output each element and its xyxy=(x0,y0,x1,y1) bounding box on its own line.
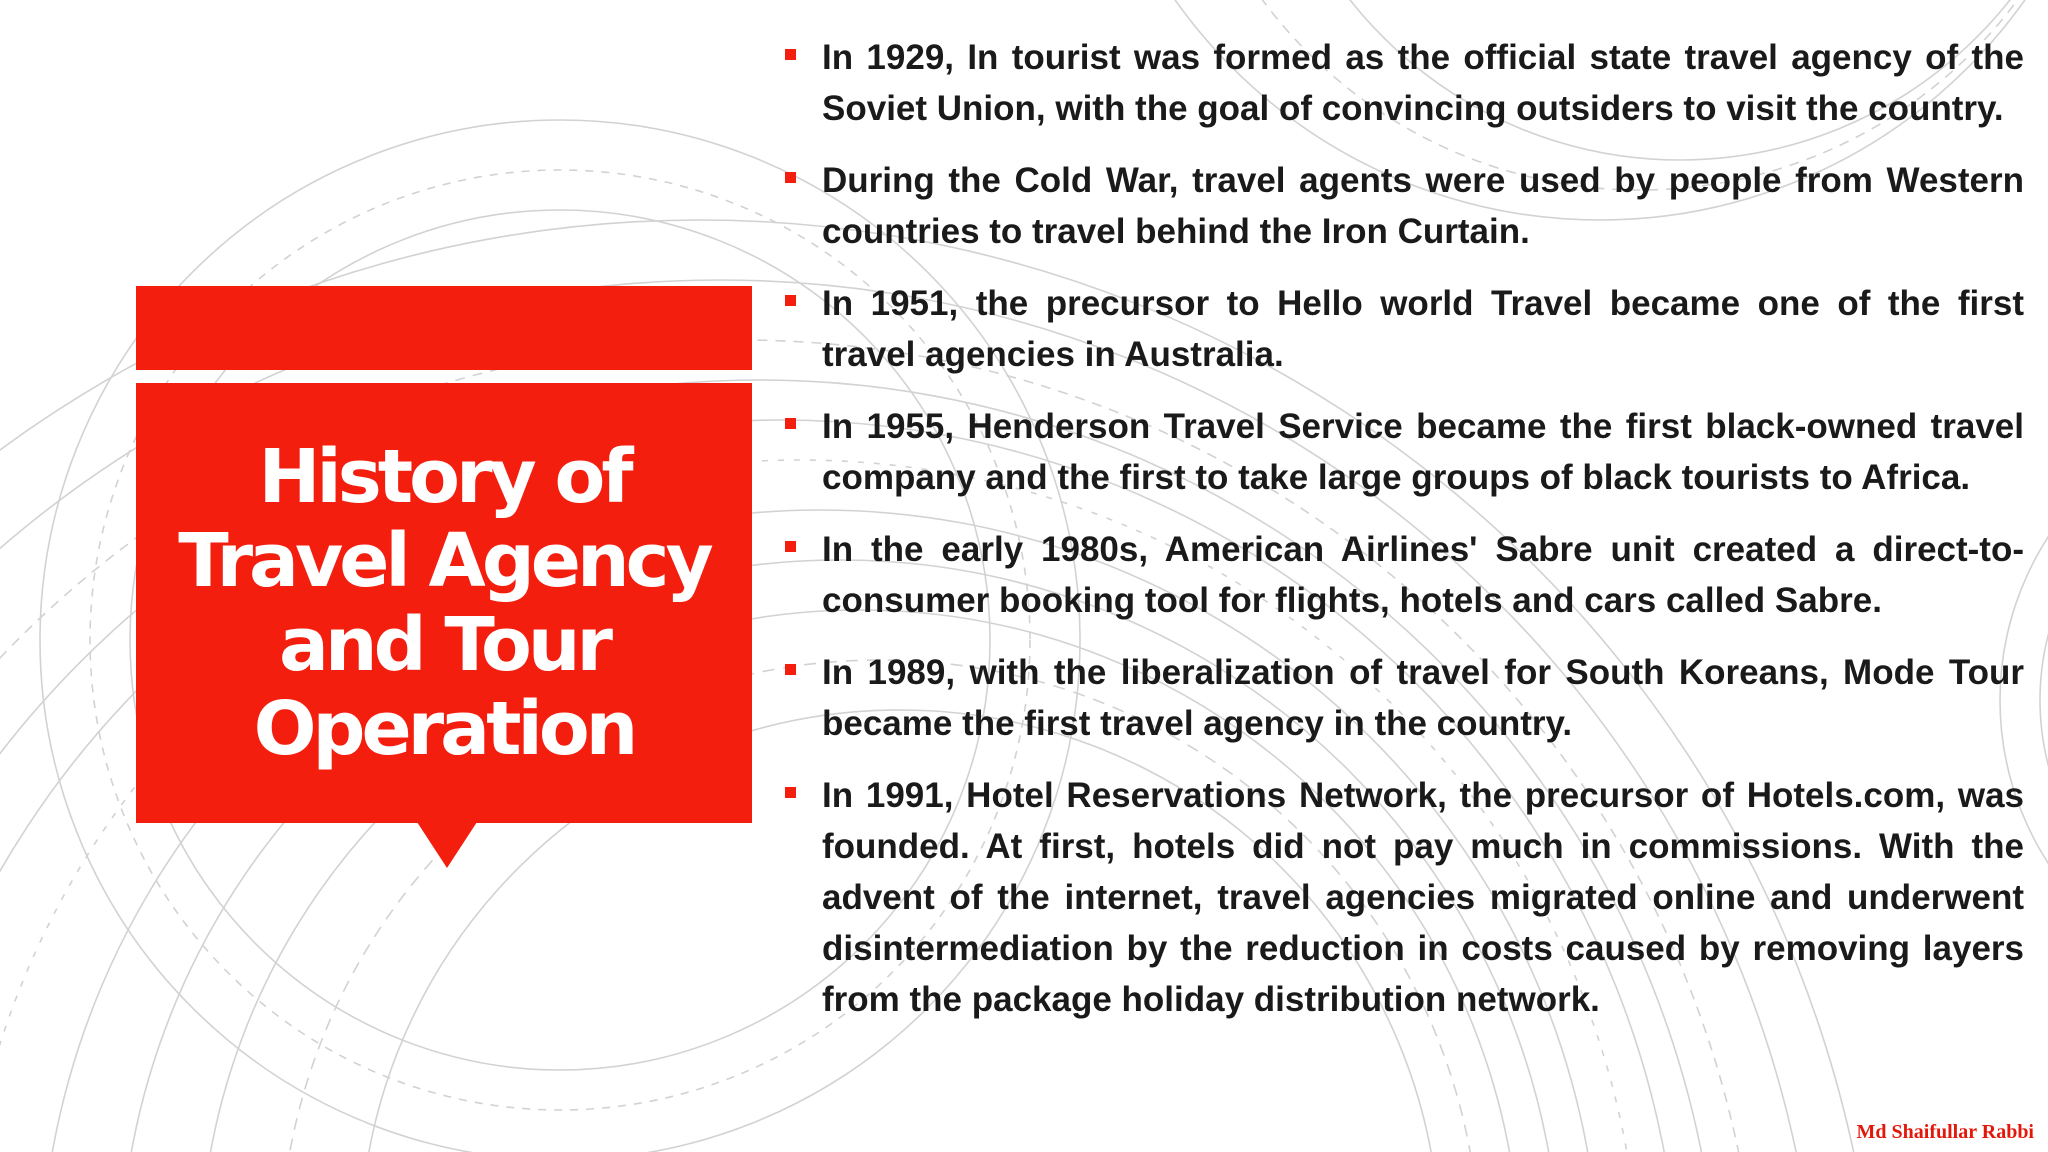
bullet-text: In 1929, In tourist was formed as the official state travel agency of the Soviet Union, with the goal of convincing outsiders to visit the country. xyxy=(822,38,2024,128)
bullet-text: In 1955, Henderson Travel Service became the first black-owned travel company and the first to take large groups of black tourists to Africa. xyxy=(822,407,2024,497)
bullet-text: In 1989, with the liberalization of travel for South Koreans, Mode Tour became the first travel agency in the country. xyxy=(822,653,2024,743)
square-bullet-icon xyxy=(785,541,796,552)
title-accent-bar xyxy=(136,286,752,370)
list-item xyxy=(778,524,2024,626)
callout-pointer xyxy=(417,822,477,868)
list-item xyxy=(778,770,2024,1025)
square-bullet-icon xyxy=(785,787,796,798)
list-item xyxy=(778,155,2024,257)
square-bullet-icon xyxy=(785,295,796,306)
slide-title: History of Travel Agency and Tour Operation xyxy=(178,434,710,772)
bullet-text: In the early 1980s, American Airlines' Sabre unit created a direct-to-consumer booking tool for flights, hotels and cars called Sabre. xyxy=(822,530,2024,620)
square-bullet-icon xyxy=(785,172,796,183)
title-callout xyxy=(136,383,752,823)
list-item xyxy=(778,401,2024,503)
bullet-text: In 1991, Hotel Reservations Network, the precursor of Hotels.com, was founded. At first, hotels did not pay much in commissions. With the advent of the internet, travel agencies migrated online and underwent disintermediation by the reduction in costs caused by removing layers from the package holiday distribution network. xyxy=(822,776,2024,1019)
list-item xyxy=(778,278,2024,380)
list-item xyxy=(778,32,2024,134)
bullet-text: In 1951, the precursor to Hello world Travel became one of the first travel agencies in Australia. xyxy=(822,284,2024,374)
square-bullet-icon xyxy=(785,49,796,60)
square-bullet-icon xyxy=(785,664,796,675)
author-credit: Md Shaifullar Rabbi xyxy=(1856,1121,2034,1143)
bullet-list xyxy=(778,32,2024,1046)
list-item xyxy=(778,647,2024,749)
square-bullet-icon xyxy=(785,418,796,429)
bullet-text: During the Cold War, travel agents were used by people from Western countries to travel behind the Iron Curtain. xyxy=(822,161,2024,251)
